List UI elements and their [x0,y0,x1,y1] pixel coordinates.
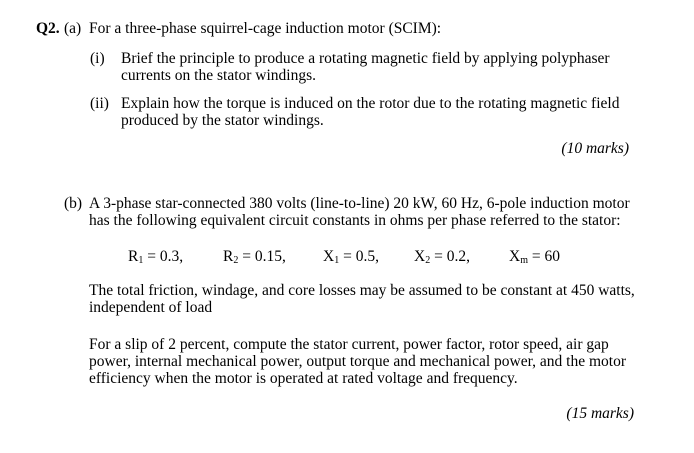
sub-item-i-label: (i) [90,50,105,67]
part-a-marks: (10 marks) [561,140,629,157]
part-a-label: (a) [64,20,82,37]
sub-item-i-line-2: currents on the stator windings. [121,67,317,84]
paragraph-2-line-2: power, internal mechanical power, output torque and mechanical power, and the motor [89,353,626,370]
part-a-intro: For a three-phase squirrel-cage induction motor (SCIM): [89,20,442,37]
constant-xm: $X_m = 60$ [509,248,560,266]
constant-x1: $X_1 = 0.5$, [323,248,379,266]
question-number: Q2. [36,20,60,37]
paragraph-1-line-1: The total friction, windage, and core losses may be assumed to be constant at 450 watts, [89,282,635,299]
paragraph-1-line-2: independent of load [89,299,213,316]
sub-item-ii-label: (ii) [90,95,109,112]
sub-item-i-line-1: Brief the principle to produce a rotating magnetic field by applying polyphaser [121,50,610,67]
constant-r2: $R_2 = 0.15$, [223,248,286,266]
constant-x2: $X_2 = 0.2$, [414,248,470,266]
constant-r1: $R_1 = 0.3$, [128,248,184,266]
paragraph-2-line-1: For a slip of 2 percent, compute the stator current, power factor, rotor speed, air gap [89,336,609,353]
part-b-line-2: has the following equivalent circuit constants in ohms per phase referred to the stator: [89,212,621,229]
sub-item-ii-line-2: produced by the stator windings. [121,112,324,129]
part-b-line-1: A 3-phase star-connected 380 volts (line-to-line) 20 kW, 60 Hz, 6-pole induction motor [89,195,630,212]
part-b-marks: (15 marks) [566,405,634,422]
paragraph-2-line-3: efficiency when the motor is operated at rated voltage and frequency. [89,370,518,387]
sub-item-ii-line-1: Explain how the torque is induced on the rotor due to the rotating magnetic field [121,95,620,112]
part-b-label: (b) [64,195,83,212]
